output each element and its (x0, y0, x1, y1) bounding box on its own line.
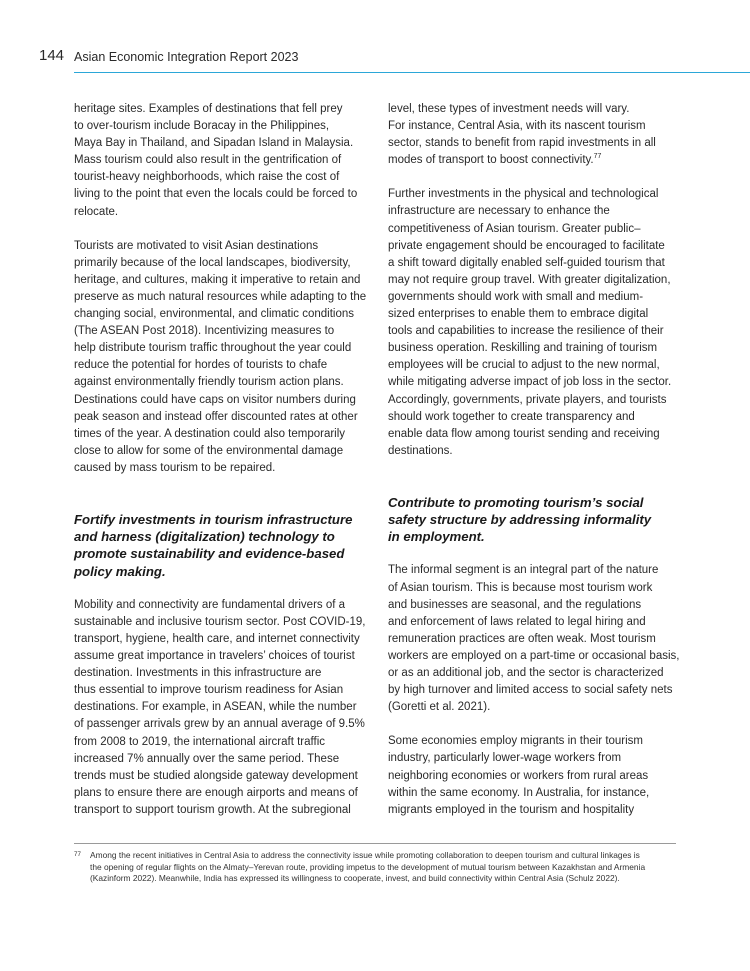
text-line: assume great importance in travelers’ choices of tourist (74, 650, 355, 663)
text-line: Some economies employ migrants in their tourism (388, 735, 644, 748)
text-line: workers are employed on a part-time or occasional basis, (388, 649, 680, 662)
text-line: plans to ensure there are enough airports and means of (74, 786, 358, 799)
text-line: while mitigating adverse impact of job loss in the sector. (388, 376, 672, 389)
text-line: to over-tourism include Boracay in the Philippines, (74, 120, 330, 133)
text-line: Maya Bay in Thailand, and Sipadan Island in Malaysia. (74, 137, 354, 150)
text-line: infrastructure are necessary to enhance the (388, 205, 610, 218)
right-column (388, 101, 678, 836)
text-line: (Kazinform 2022). Meanwhile, India has expressed its willingness to cooperate, invest, and build connectivity within Central Asia (Schulz 2022). (90, 873, 620, 884)
text-line: industry, particularly lower-wage workers from (388, 752, 622, 765)
text-line: Tourists are motivated to visit Asian destinations (74, 239, 319, 252)
text-line: of passenger arrivals grew by an annual average of 9.5% (74, 718, 365, 731)
text-line: peak season and instead offer discounted rates at other (74, 410, 358, 423)
text-line: remuneration practices are often weak. Most tourism (388, 632, 656, 645)
section-heading (388, 494, 678, 546)
text-line: thus essential to improve tourism readiness for Asian (74, 684, 344, 697)
text-line: and harness (digitalization) technology to (74, 529, 335, 545)
text-line: (Goretti et al. 2021). (388, 701, 491, 714)
text-line: Among the recent initiatives in Central Asia to address the connectivity issue while promoting collaboration to deepen tourism and cultural linkages is (90, 850, 640, 860)
text-line: Fortify investments in tourism infrastructure (74, 511, 353, 527)
paragraph (388, 101, 678, 169)
text-line: migrants employed in the tourism and hospitality (388, 803, 635, 816)
footnote-mark: 77 (74, 851, 81, 858)
text-line: from 2008 to 2019, the international aircraft traffic (74, 735, 326, 748)
text-line: times of the year. A destination could also temporarily (74, 427, 346, 440)
text-line: competitiveness of Asian tourism. Greater public– (388, 222, 641, 235)
text-line: increased 7% annually over the same period. These (74, 752, 340, 765)
paragraph (74, 101, 366, 221)
text-line: and businesses are seasonal, and the regulations (388, 598, 642, 611)
text-line: transport, hygiene, health care, and internet connectivity (74, 632, 360, 645)
text-line: business operation. Reskilling and training of tourism (388, 342, 658, 355)
header-rule (74, 72, 750, 73)
text-line: level, these types of investment needs will vary. (388, 103, 630, 115)
text-line: heritage, and cultures, making it imperative to retain and (74, 273, 361, 286)
text-line: Destinations could have caps on visitor numbers during (74, 393, 356, 406)
text-line: promote sustainability and evidence-based (74, 546, 345, 562)
footnote-text (90, 850, 676, 885)
left-column (74, 101, 366, 836)
footnote-reference[interactable]: 77 (593, 153, 602, 161)
text-line: private engagement should be encouraged to facilitate (388, 239, 665, 252)
text-line: the opening of regular flights on the Almaty–Yerevan route, providing impetus to the development of mutual tourism between Kazakhstan and Armenia (90, 861, 646, 872)
text-line: caused by mass tourism to be repaired. (74, 461, 276, 474)
text-line: destinations. For example, in ASEAN, while the number (74, 701, 357, 714)
text-line: help distribute tourism traffic throughout the year could (74, 342, 352, 355)
text-line: in employment. (388, 529, 485, 545)
footnote-rule (74, 843, 676, 844)
text-line: against environmentally friendly tourism action plans. (74, 376, 344, 389)
text-line: by high turnover and limited access to social safety nets (388, 684, 673, 697)
paragraph (388, 733, 678, 818)
text-line: governments should work with small and medium- (388, 290, 644, 303)
page-number: 144 (39, 47, 65, 64)
report-title: Asian Economic Integration Report 2023 (74, 50, 299, 64)
text-line: policy making. (74, 563, 166, 579)
text-line: sector, stands to benefit from rapid investments in all (388, 137, 656, 150)
text-line: living to the point that even the locals could be forced to (74, 188, 358, 201)
text-line: Mobility and connectivity are fundamental drivers of a (74, 598, 346, 611)
text-line: of Asian tourism. This is because most tourism work (388, 581, 653, 594)
text-line: tourist-heavy neighborhoods, which raise the cost of (74, 171, 340, 184)
section-heading (74, 511, 366, 580)
paragraph (74, 597, 366, 819)
text-line: sized enterprises to enable them to embrace digital (388, 308, 649, 321)
text-line: reduce the potential for hordes of tourists to chafe (74, 359, 328, 372)
text-line: primarily because of the local landscapes, biodiversity, (74, 256, 351, 269)
text-line: Accordingly, governments, private players, and tourists (388, 393, 667, 406)
text-line: heritage sites. Examples of destinations that fell prey (74, 103, 343, 115)
text-line: safety structure by addressing informality (388, 512, 652, 528)
text-line: transport to support tourism growth. At the subregional (74, 803, 351, 816)
page-header (0, 0, 750, 80)
text-line: sustainable and inclusive tourism sector. Post COVID-19, (74, 615, 366, 628)
text-line: or as an additional job, and the sector is characterized (388, 667, 664, 680)
text-line: Mass tourism could also result in the gentrification of (74, 154, 342, 167)
text-line: modes of transport to boost connectivity.$^{77}$ (388, 153, 602, 167)
text-line: may not require group travel. With greater digitalization, (388, 273, 671, 286)
text-line: For instance, Central Asia, with its nascent tourism (388, 120, 646, 133)
text-line: a shift toward digitally enabled self-guided tourism that (388, 256, 665, 269)
text-line: tools and capabilities to increase the resilience of their (388, 325, 664, 338)
text-line: should work together to create transparency and (388, 410, 635, 423)
text-line: destinations. (388, 444, 453, 457)
paragraph (388, 562, 678, 716)
text-line: (The ASEAN Post 2018). Incentivizing measures to (74, 325, 335, 338)
paragraph (74, 238, 366, 477)
text-line: trends must be studied alongside gateway development (74, 769, 358, 782)
text-line: employees will be crucial to adjust to the new normal, (388, 359, 660, 372)
text-line: and enforcement of laws related to legal hiring and (388, 615, 646, 628)
text-line: close to allow for some of the environmental damage (74, 444, 344, 457)
text-line: preserve as much natural resources while adapting to the (74, 290, 367, 303)
paragraph (388, 186, 678, 460)
text-line: enable data flow among tourist sending and receiving (388, 427, 660, 440)
text-line: within the same economy. In Australia, for instance, (388, 786, 650, 799)
text-line: relocate. (74, 205, 119, 218)
text-line: Contribute to promoting tourism’s social (388, 494, 644, 510)
text-line: changing social, environmental, and climatic conditions (74, 308, 354, 321)
text-line: neighboring economies or workers from rural areas (388, 769, 649, 782)
text-line: destination. Investments in this infrastructure are (74, 667, 322, 680)
text-line: The informal segment is an integral part of the nature (388, 564, 659, 577)
text-line: Further investments in the physical and technological (388, 188, 659, 201)
